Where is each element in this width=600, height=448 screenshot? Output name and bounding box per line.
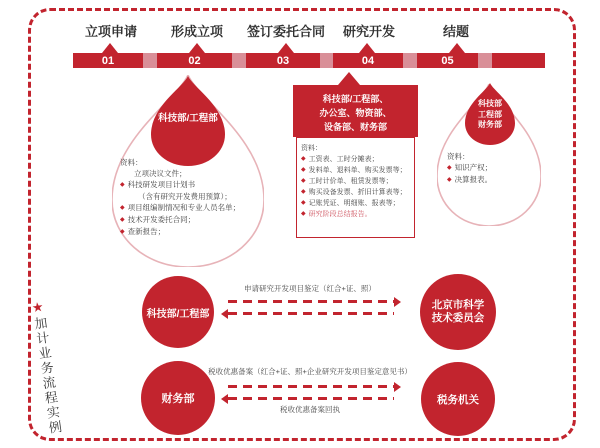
timeline-gap xyxy=(403,53,417,68)
circle-label: 税务机关 xyxy=(437,393,479,406)
circle-shuiwu-jiguan xyxy=(421,362,495,436)
dashed-arrow-right xyxy=(228,385,394,388)
list-item xyxy=(447,174,537,186)
list-item-text: 发料单、退料单、购买发票等； xyxy=(308,167,407,174)
drop1-materials-list xyxy=(120,157,272,238)
list-item-text: 工时计价单、租赁发票等； xyxy=(308,178,393,185)
triangle-up-icon xyxy=(449,43,465,53)
step-label-2: 形成立项 xyxy=(170,24,224,39)
list-item-text: 技术开发委托合同； xyxy=(127,215,196,224)
arrowhead-left-icon xyxy=(221,309,228,319)
timeline-gap xyxy=(478,53,492,68)
list-item-highlight xyxy=(301,209,411,220)
circle-beijing-kewei xyxy=(420,274,496,350)
step-number: 01 xyxy=(101,54,115,67)
diamond-bullet-icon: ◆ xyxy=(120,205,125,211)
timeline-segment-2 xyxy=(157,53,232,68)
list-item: 立项决议文件； xyxy=(134,169,187,178)
dashed-arrow-left xyxy=(228,312,394,315)
timeline-gap xyxy=(232,53,246,68)
dashed-arrow-right xyxy=(228,300,394,303)
triangle-up-icon xyxy=(189,43,205,53)
list-item xyxy=(301,165,411,176)
diamond-bullet-icon: ◆ xyxy=(301,167,306,173)
arrowhead-left-icon xyxy=(221,394,228,404)
pointer-up-icon xyxy=(338,72,360,85)
list-title: 资料： xyxy=(301,145,322,152)
step-label-5: 结题 xyxy=(442,24,470,39)
timeline-gap xyxy=(320,53,333,68)
list-item xyxy=(301,187,411,198)
flow2-request-label: 税收优惠备案（红合+证、照+企业研究开发项目鉴定意见书） xyxy=(208,367,412,376)
dept-line: 办公室、物资部、 xyxy=(319,108,392,118)
list-item-text: 知识产权； xyxy=(454,163,493,172)
dept-line: 科技部/工程部、 xyxy=(322,94,389,104)
diamond-bullet-icon: ◆ xyxy=(301,178,306,184)
dept-line: 科技部 xyxy=(478,99,502,108)
list-item-text: 项目组编制情况和专业人员名单； xyxy=(127,203,241,212)
diamond-bullet-icon: ◆ xyxy=(301,211,306,217)
circle-label: 科技部/工程部 xyxy=(146,308,210,320)
list-item xyxy=(120,179,272,191)
step-label-4: 研究开发 xyxy=(342,24,396,39)
circle-label-line: 北京市科学 xyxy=(431,299,485,311)
diamond-bullet-icon: ◆ xyxy=(301,156,306,162)
list-title: 资料： xyxy=(120,158,143,167)
list-item-text: 科技研发项目计划书 xyxy=(127,180,196,189)
list-item-text: 决算报表。 xyxy=(454,175,493,184)
flow1-request-label: 申请研究开发项目鉴定（红合+证、照） xyxy=(244,284,376,293)
step-number: 03 xyxy=(276,54,290,67)
list-item xyxy=(120,202,272,214)
drop1-department: 科技部/工程部 xyxy=(158,113,218,124)
list-item xyxy=(301,154,411,165)
list-title: 资料： xyxy=(447,152,470,161)
box2-materials-list xyxy=(301,143,411,220)
triangle-up-icon xyxy=(102,43,118,53)
arrowhead-right-icon xyxy=(394,297,401,307)
diamond-bullet-icon: ◆ xyxy=(120,229,125,235)
list-item xyxy=(301,198,411,209)
list-item-text: 记账凭证、明细账、报表等； xyxy=(308,200,400,207)
timeline-segment-1 xyxy=(73,53,143,68)
drop3-departments xyxy=(465,99,515,131)
step-number: 02 xyxy=(188,54,201,67)
vertical-caption-text: 加计业务流程实例 xyxy=(31,315,64,437)
list-item xyxy=(447,162,537,174)
arrowhead-right-icon xyxy=(394,382,401,392)
list-item-text: 研究阶段总结报告。 xyxy=(308,211,372,218)
dept-line: 工程部 xyxy=(478,109,502,119)
timeline-gap xyxy=(143,53,157,68)
timeline-bar xyxy=(73,53,545,68)
list-item xyxy=(120,226,272,238)
circle-keji-gongcheng xyxy=(142,276,214,348)
list-item-text: 购买设备发票、折旧计算表等； xyxy=(308,189,407,196)
diamond-bullet-icon: ◆ xyxy=(120,182,125,188)
diamond-bullet-icon: ◆ xyxy=(447,177,452,183)
dept-line: 财务部 xyxy=(478,120,502,129)
circle-label: 财务部 xyxy=(161,393,195,405)
list-item-text: 工资表、工时分摊表； xyxy=(308,156,379,163)
diamond-bullet-icon: ◆ xyxy=(301,189,306,195)
flow2-response-label: 税收优惠备案回执 xyxy=(280,405,340,414)
list-item xyxy=(301,176,411,187)
step-number: 04 xyxy=(361,54,375,67)
star-icon: ★ xyxy=(30,298,45,316)
step-label-3: 签订委托合同 xyxy=(246,24,326,39)
step-label-1: 立项申请 xyxy=(84,24,138,39)
diamond-bullet-icon: ◆ xyxy=(120,217,125,223)
list-item xyxy=(120,214,272,226)
diamond-bullet-icon: ◆ xyxy=(301,200,306,206)
drop3-materials-list xyxy=(447,151,537,186)
list-item: （含有研究开发费用预算）； xyxy=(138,192,232,201)
dept-line: 设备部、财务部 xyxy=(323,122,387,132)
box2-departments xyxy=(293,85,418,137)
triangle-up-icon xyxy=(359,43,375,53)
circle-label-line: 技术委员会 xyxy=(431,312,485,324)
timeline-segment-4 xyxy=(333,53,403,68)
timeline-segment-tail xyxy=(492,53,545,68)
diamond-bullet-icon: ◆ xyxy=(447,165,452,171)
triangle-up-icon xyxy=(278,43,294,53)
timeline-segment-3 xyxy=(246,53,320,68)
list-item-text: 查新报告； xyxy=(127,227,166,236)
timeline-segment-5 xyxy=(417,53,478,68)
dashed-arrow-left xyxy=(228,397,394,400)
step-number: 05 xyxy=(441,54,454,67)
